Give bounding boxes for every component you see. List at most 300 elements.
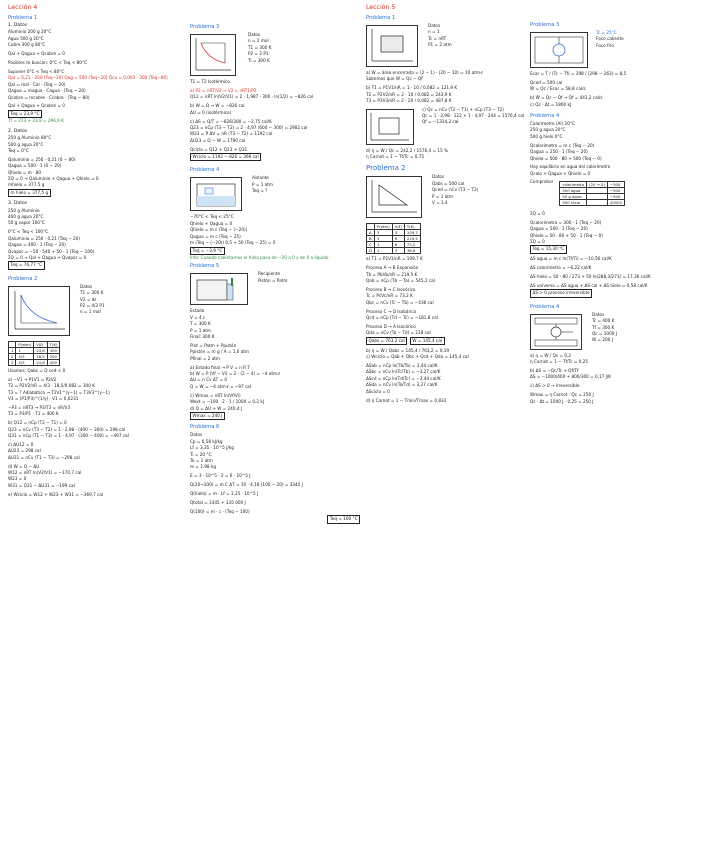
line: Qhielo + Qagua = 0 — [190, 220, 233, 226]
line: 250 g Aluminio — [8, 207, 40, 213]
line: Cobre 300 g 80°C — [8, 42, 46, 48]
container-graphic — [191, 178, 241, 210]
problem-4-title: Problema 4 — [530, 113, 560, 120]
result-box: Teq = 76,77 °C — [8, 261, 45, 269]
engine-figure — [530, 314, 582, 350]
line: Qcalorímetro = m c (Teq − 20) — [530, 142, 595, 148]
triangle-cycle-graphic — [367, 177, 421, 217]
problem-2-lines — [8, 368, 186, 498]
table-cell — [587, 200, 608, 206]
item-1-label: 1. Datos — [8, 23, 28, 28]
line: Tb = PbVb/nR = 219,5 K — [366, 271, 418, 277]
line: Q(100) = m · c · (Teq − 100) — [190, 508, 250, 514]
line: ΔU = 0 (isotérmico) — [190, 109, 232, 115]
table-cell: 219,5 — [404, 236, 420, 242]
problem-4-header — [190, 175, 360, 214]
table-cell: 3 — [392, 230, 404, 236]
line: Qagua = m c (Teq − 25) — [190, 233, 241, 239]
line: Sabemos que W = Qc − Qf — [366, 76, 423, 82]
line: P1 = 2 atm — [428, 42, 452, 48]
problem-5-labels — [258, 271, 287, 284]
problem-6-lines — [190, 473, 360, 523]
line: Qtotal = 3345 + 335 000 J — [190, 499, 246, 505]
line: Qagua = 250 · 1 (Teq − 20) — [530, 149, 588, 155]
line: n = 1 mol — [80, 309, 101, 315]
line: ΔU31 = nCv (T1 − T3) = −298 cal — [8, 454, 80, 460]
problem-1-title: Problema 1 — [8, 15, 38, 21]
problem-4b-title: Problema 4 — [530, 303, 560, 310]
problem-3-title: Problema 3 — [190, 24, 220, 30]
table-cell: 400 — [47, 359, 60, 365]
line: Qbc = nCv (Tc − Tb) = −436 cal — [366, 299, 434, 305]
table-cell: −300 — [607, 182, 624, 188]
problem-5-title: Problema 5 — [190, 263, 220, 270]
problem-2-title: Problema 2 — [366, 164, 406, 173]
table-cell: 24,6 — [34, 359, 47, 365]
problem-3-lines — [190, 79, 360, 161]
line: d) η = W / Qc = 242,2 / 1576,4 = 15 % — [366, 147, 448, 153]
cycle-graphic — [367, 110, 413, 144]
problem-1-header — [366, 23, 526, 70]
table-cell: 3 — [374, 236, 392, 242]
engine-graphic — [531, 315, 581, 349]
line: Proceso C → D Isobárico — [366, 308, 417, 314]
line: Ti = 300 K — [248, 57, 270, 63]
problem-1-datos — [428, 23, 452, 49]
line: Aluminio 200 g 20°C — [8, 29, 52, 35]
problem-4-lines — [190, 214, 360, 261]
result-box: Wmax = 240 J — [190, 412, 225, 420]
pv-cycle-figure — [366, 25, 418, 67]
line: η Carnot = 1 − Tf/Tc = 0,75 — [366, 153, 425, 159]
line: T3 = P3/P1 · T1 = 400 K — [8, 411, 59, 417]
states-table — [8, 341, 60, 366]
table-cell: A — [367, 230, 375, 236]
line: Qf = −1334,2 cal — [422, 119, 459, 125]
heat-pump-graphic — [531, 33, 587, 67]
pv-figure — [366, 176, 422, 218]
line: a) Estado final → P V = n R T — [190, 364, 250, 370]
line: Qhielo = 50 · 80 + 50 · 1 (Teq − 0) — [530, 232, 603, 238]
table-cell: 4/3 — [16, 353, 34, 359]
line: W23 = 0 — [8, 476, 27, 482]
table-cell: T(K) — [47, 341, 60, 347]
table-cell: 109,7 — [404, 230, 420, 236]
line: a) η = W / Qc = 0,2 — [530, 352, 571, 358]
item-3-label: 3. Datos — [8, 201, 28, 207]
line: c) Wmax = nRT ln(Vf/Vi) — [190, 392, 241, 398]
table-cell: 300 — [47, 347, 60, 353]
line: Suponer 0°C < Teq < 80°C — [8, 68, 65, 74]
problem-2-datos — [432, 174, 478, 206]
line: a) P2 = nRT/V2 → V2 = nRT1/P2 — [190, 87, 257, 93]
table-cell: C — [367, 242, 375, 248]
line: b) Q12 = nCp (T2 − T1) = 0 — [8, 420, 67, 426]
line: d) η Carnot = 1 − Tmin/Tmax = 0,833 — [366, 397, 447, 403]
line: b) W = Q → W = −826 cal — [190, 103, 245, 109]
line: Qcd = nCp (Td − Tc) = −181,8 cal — [366, 315, 438, 321]
line: Pistón = Patm — [258, 277, 288, 283]
line: −70°C < Teq < 25°C — [190, 214, 234, 220]
line: Qced = nCv (T3 − T2) — [432, 187, 479, 193]
line: ΔS hielo = 50 · 80 / 273 + 50 ln(288,3/273) = 17,36 cal/K — [530, 274, 651, 280]
line: Qaluminio = 250 · 0,21 (Teq − 20) — [8, 235, 80, 241]
line: d) W = Q − ΔU — [8, 463, 40, 469]
line: Recipiente — [258, 271, 281, 277]
comprobar-block — [530, 179, 698, 208]
line: Qal + Qagua + Qcobre = 0 — [8, 103, 65, 109]
table-cell: 1 — [9, 347, 16, 353]
line: P = 1 atm — [190, 327, 211, 333]
problem-3-lines — [530, 71, 698, 108]
line: m (Teq − (−20)) 0,5 + 50 (Teq − 25) = 0 — [190, 240, 276, 246]
problem-2-lines — [8, 135, 186, 197]
problem-3-header — [530, 30, 698, 71]
line: Qcobre = mcobre · Ccobre · (Teq − 80) — [8, 94, 90, 100]
result-box: Teq = −3,9 °C — [190, 247, 225, 255]
line: V2 = 4ℓ — [80, 296, 97, 302]
green-line: Tf = 273 + 23,9 = 296,9 K — [8, 118, 64, 124]
line: V3 = (P1/P3)^(1/γ) · V1 = 0,0231 — [8, 395, 79, 401]
datos-title: Datos — [248, 32, 261, 37]
table-cell: 2 — [9, 353, 16, 359]
line: ΔU23 = 298 cal — [8, 448, 41, 454]
result-box: W = 145,4 cal — [410, 337, 445, 345]
line: Agua 500 g 20°C — [8, 35, 44, 41]
table-cell: 1 — [16, 347, 34, 353]
result-box: Teq = 15,30 °C — [530, 245, 567, 253]
green-note: Info: Cuando calentamos el hielo pasa de −20 a 0 y de 0 a líquido — [190, 254, 329, 260]
line: Qagua = 500 · 1 (Teq − 20) — [530, 226, 588, 232]
line: c) Qc · Δt = 1800 kJ — [530, 101, 572, 107]
problem-4-lines — [530, 211, 698, 298]
line: W23 = P ΔV = nR (T3 − T2) = 1192 cal — [190, 131, 273, 137]
line: P = 1 atm — [432, 193, 453, 199]
table-cell: T(K) — [404, 224, 420, 230]
line: Foco frío — [596, 42, 614, 48]
table-cell: 300 — [47, 353, 60, 359]
line: −P3 = nRT3 → P3/T3 = nR/V3 — [8, 404, 71, 410]
table-cell: D — [367, 248, 375, 254]
line: a) T1 = P1V1/nR = 109,7 K — [366, 256, 423, 262]
table-cell: (20 → 0) — [587, 182, 608, 188]
line: Posibles te buscan: 0°C < Teq < 80°C — [8, 60, 87, 66]
result-box: Teq = 23,9 °C — [8, 110, 42, 118]
line: Qhielo = m · 80 — [8, 169, 41, 175]
line: c) Qc = nCv (T2 − T1) + nCp (T3 − T2) — [422, 106, 504, 112]
line: Q = W = −4 atm·ℓ = −97 cal — [190, 383, 252, 389]
line: P2 = 4/3 P1 — [80, 303, 105, 309]
line: Foco caliente — [596, 36, 624, 42]
line: Cp = 6,58 kJ/kg — [190, 438, 223, 444]
line: 500 g hielo 0°C — [530, 133, 563, 139]
datos-title: Datos — [432, 174, 445, 180]
problem-2-header — [366, 174, 526, 221]
problem-3-lines — [8, 208, 186, 270]
datos-title: Datos — [190, 432, 203, 438]
column-3 — [366, 4, 526, 842]
problem-3-title: Problema 3 — [530, 22, 560, 28]
line: ΣQ = 0 → Qal + Qagua + Qvapor = 0 — [8, 255, 87, 260]
line: V = 4 ℓ — [190, 314, 205, 320]
line: Qagua = magua · Cagua · (Teq − 20) — [8, 88, 86, 94]
item-2-label: 2. Datos — [8, 128, 28, 134]
line: W31 = Q31 − ΔU31 = −199 cal — [8, 482, 75, 488]
table-cell: 40000 — [607, 200, 624, 206]
line: Estado — [190, 308, 205, 314]
line: c) Wciclo = Qab + Qbc + Qcd + Qda = 145,4 cal — [366, 354, 469, 360]
line: Ẇ = Qc / Ecar = 58,8 cal/s — [530, 86, 586, 92]
line: V = 1,4 — [432, 199, 448, 205]
result-box: Qabs = 763,2 cal — [366, 337, 407, 345]
table-row — [560, 200, 625, 206]
line: Qcalo + Qagua + Qhielo = 0 — [530, 170, 591, 176]
line: 50 g vapor 100°C — [8, 220, 45, 226]
line: ΔU = n Cv ΔT = 0 — [190, 377, 228, 383]
line: a) −V1 → P1V1 = P2V2 — [8, 376, 57, 382]
line: a) W = área encerrada = (2 − 1) · (20 − 10) = 10 atm·ℓ — [366, 70, 483, 75]
table-cell: 36,6 — [404, 248, 420, 254]
cycle-figure-2 — [366, 109, 414, 145]
problem-2-title: Problema 2 — [8, 275, 38, 282]
line: d) Q = ΔU + W = 240,4 J — [190, 405, 243, 411]
line: b) T1 = P1V1/nR = 1 · 10 / 0,082 = 121,9 K — [366, 85, 458, 91]
line: 400 g agua 20°C — [8, 214, 44, 220]
datos-title: Datos — [592, 311, 605, 317]
table-cell: 18,5 — [34, 353, 47, 359]
states-table — [366, 223, 421, 254]
line: Ecar = T / (Tc − Tf) = 298 / (298 − 263) = 8,5 — [530, 71, 627, 76]
line: Qaluminio = 250 · 0,21 (0 − 80) — [8, 156, 76, 162]
line: n = 2 mol — [248, 38, 269, 44]
line: Qc · Δt = 1000 J · 0,25 = 250 J — [530, 398, 594, 404]
table-cell: 24,6 — [34, 347, 47, 353]
line: ΔSda = nCv ln(Ta/Td) = 3,27 cal/K — [366, 382, 438, 388]
table-cell: P(atm) — [374, 224, 392, 230]
line: Qabs = 500 cal — [432, 180, 465, 186]
line: c) ΔU12 = 0 — [8, 441, 34, 447]
datos-title: Datos — [80, 283, 93, 289]
line: Qal + Qagua + Qcobre = 0 — [8, 51, 65, 57]
line: Te = 1 atm — [190, 457, 213, 463]
line: mhielo = 377,5 g — [8, 182, 45, 188]
line: Qcalorímetro = 300 · 1 (Teq − 20) — [530, 219, 602, 225]
problem-6-datos — [190, 432, 360, 470]
result-box: m hielo = 377,5 g — [8, 189, 51, 197]
problem-4-datos — [530, 121, 698, 177]
line: Qagua = 400 · 1 (Teq − 20) — [8, 242, 66, 248]
line: ΔU23 = Q − W = 1790 cal — [190, 137, 246, 143]
line: Qciclo = Q12 + Q23 + Q31 — [190, 146, 248, 152]
line: W12 = nRT ln(V2/V1) = −170,7 cal — [8, 470, 82, 475]
line: Qc = 1 · 2,98 · 122 + 1 · 4,97 · 244 = 1576,4 cal — [422, 112, 525, 118]
line: Tc = nRT — [428, 35, 447, 41]
lesson-5-heading: Lección 5 — [366, 4, 396, 11]
line: Q(20→100) = m C ΔT = 10 · 4,18 (100 − 20) = 3345 J — [190, 482, 303, 488]
line: Proceso D → A Isocórico — [366, 324, 416, 329]
line: ΔS agua = m c ln(Tf/Ti) = −10,56 cal/K — [530, 256, 612, 262]
problem-3-labels — [596, 30, 624, 49]
table-cell: 3 — [9, 359, 16, 365]
table-cell: V(ℓ) — [34, 341, 47, 347]
line: Aislante — [252, 175, 269, 181]
line: E = 3 · 10^5 · 2 = 6 · 10^5 J — [190, 473, 251, 479]
line: T1 = 300 K — [248, 44, 272, 50]
problem-1-figure-row — [366, 107, 526, 148]
line: Qc = 1000 J — [592, 330, 617, 336]
datos-title: Datos — [428, 23, 441, 28]
line: c) ΔS > 0 → Irreversible — [530, 383, 580, 389]
result-box: Teq = 100 °C — [327, 515, 360, 523]
table-cell: 3 — [392, 248, 404, 254]
line: Qab = nCp (Tb − Ta) = 545,2 cal — [366, 278, 435, 284]
line: ΔSab = nCp ln(Tb/Ta) = 3,44 cal/K — [366, 363, 438, 369]
line: Proceso B → C Isocórico — [366, 286, 416, 292]
line: ΔS = −1000/400 + 800/300 = 0,17 J/K — [530, 374, 612, 380]
line: c) ΔS = Q/T = −826/300 = −2,75 cal/K — [190, 118, 272, 124]
line: T1 = 300 K — [80, 290, 104, 296]
problem-4b-lines — [530, 353, 698, 405]
line: Teq = ? — [252, 188, 268, 194]
table-cell: 3 — [374, 230, 392, 236]
line: Lf = 3,35 · 10^5 J/kg — [190, 445, 234, 451]
piston-graphic — [191, 274, 247, 304]
line: Wext = −100 · 2 · 1 / 1000 = 0,2 kJ — [190, 399, 265, 405]
line: m = 1,98 kg — [190, 464, 216, 470]
line: b) W = P (Vf − Vi) = 2 · (2 − 4) = −4 atm·ℓ — [190, 370, 281, 376]
red-note: Qal = 0,21 · 200 (Teq−20) Qag = 500 (Teq−20) Qcu = 0,093 · 300 (Teq−80) — [8, 75, 168, 81]
table-cell: B — [367, 236, 375, 242]
column-1 — [8, 4, 186, 842]
heat-pump-figure — [530, 32, 588, 68]
table-cell: 1 — [374, 242, 392, 248]
table-cell: 73,2 — [404, 242, 420, 248]
problem-1-lines — [8, 29, 186, 124]
comprobar-label: Comprobar — [530, 179, 554, 185]
line: 250 g agua 20°C — [530, 127, 566, 133]
problem-2-lines — [366, 256, 526, 404]
line: Proceso A → B Expansión — [366, 265, 419, 271]
line: b) Ẇ = Q̇c − Q̇f → Q̇f = 441,2 cal/s — [530, 95, 603, 101]
line: Ppistón = m g / A = 1,0 atm — [190, 349, 250, 355]
line: Qced = 500 cal — [530, 79, 563, 85]
table-cell: 500 agua — [560, 188, 587, 194]
line: b) η = W / Qabs = 145,4 / 763,2 = 0,19 — [366, 347, 450, 353]
line: n = 1 — [428, 29, 440, 35]
line: Tc = 25°C — [596, 30, 617, 35]
table-cell: −500 — [607, 194, 624, 200]
line: Ti = 20 °C — [190, 451, 212, 457]
problem-2-datos — [80, 284, 105, 316]
result-box: ΔS > 0 proceso irreversible — [530, 289, 592, 297]
lesson-4-heading: Lección 4 — [8, 4, 38, 11]
problem-1-tail — [366, 148, 526, 161]
line: ΔSbc = nCv ln(Tc/Tb) = −3,27 cal/K — [366, 369, 441, 375]
line: Q23 = nCp (T3 − T2) = 2 · 4,97 (600 − 300) = 2982 cal — [190, 124, 308, 130]
comprobar-table — [559, 181, 625, 206]
problem-1-title: Problema 1 — [366, 15, 396, 21]
line: Hay equilibrio en agua del calorímetro — [530, 164, 611, 170]
line: Qhielo = m c (Teq − (−20)) — [190, 227, 248, 233]
line: ΣQ = 0 — [530, 210, 545, 216]
problem-1-cd — [422, 107, 524, 126]
line: P2 = 2 P1 — [248, 51, 269, 57]
table-cell: P(atm) — [16, 341, 34, 347]
line: Teq = 0°C — [8, 147, 29, 153]
line: Qagua = 500 · 1 (0 − 20) — [8, 163, 62, 169]
line: Qvapor = −50 · 540 + 50 · 1 (Teq − 100) — [8, 248, 95, 254]
line: Tc = PcVc/nR = 73,2 K — [366, 293, 413, 299]
problem-5-lines — [190, 343, 360, 420]
line: Usamos: Qabs = Q ced < 0 — [8, 367, 66, 373]
table-cell: 6 — [392, 242, 404, 248]
table-row — [560, 182, 625, 188]
column-4 — [530, 4, 698, 842]
line: Wmax = η Carnot · Qc = 250 J — [530, 392, 594, 398]
line: b) ΔS = −Qc/Tc + Qf/Tf — [530, 368, 579, 374]
problem-2-header — [8, 284, 186, 339]
line: ΔS calorímetro = −6,22 cal/K — [530, 265, 592, 271]
line: Qda = nCv (Ta − Td) = 218 cal — [366, 330, 431, 336]
line: ΔS universo = ΔS agua + ΔS cal + ΔS hielo = 0,58 cal/K — [530, 282, 648, 288]
line: W = 200 J — [592, 337, 613, 343]
table-cell: −500 — [607, 188, 624, 194]
table-row — [367, 248, 421, 254]
line: Tf = 300 K — [592, 324, 615, 330]
line: Q23 = nCv (T3 − T2) = 1 · 2,98 · (400 − 300) = 298 cal — [8, 426, 126, 432]
problem-3-datos — [248, 32, 271, 64]
pv-cycle-graphic — [191, 35, 235, 75]
line: ΣQ = 0 — [530, 238, 545, 244]
line: Calorímetro (Al) 20°C — [530, 121, 575, 127]
line: T2 = P2V2/nR = 2 · 10 / 0,082 = 243,9 K — [366, 91, 452, 97]
table-row — [9, 359, 60, 365]
table-cell: V(ℓ) — [392, 224, 404, 230]
table-cell: 6 — [392, 236, 404, 242]
rect-cycle-graphic — [367, 26, 417, 66]
line: 250 g Aluminio 80°C — [8, 135, 52, 141]
table-cell: 50 g agua — [560, 194, 587, 200]
table-cell: calorímetro — [560, 182, 587, 188]
piston-figure — [190, 273, 248, 305]
line: Final: 300 K — [190, 333, 215, 339]
line: Pfinal = 2 atm — [190, 355, 220, 361]
table-cell: 500 hielo — [560, 200, 587, 206]
problem-4b-header — [530, 312, 698, 353]
line: 0°C < Teq < 100°C — [8, 229, 49, 235]
problem-4b-datos — [592, 312, 617, 344]
container-figure — [190, 177, 242, 211]
line: T1 = T2 Isotérmico — [190, 79, 230, 84]
line: T3 = ? Adiabático → T1V1^(γ−1) = T3V3^(γ−1) — [8, 389, 110, 395]
line: ΣQ = 0 → Qaluminio + Qagua + Qhielo = 0 — [8, 176, 99, 182]
problem-5-header — [190, 271, 360, 308]
problem-5-datos — [190, 308, 360, 340]
line: Q12 = nRT ln(V2/V1) = 2 · 1,987 · 300 · ln(1/2) = −826 cal — [190, 94, 314, 100]
problem-1-lines — [366, 70, 526, 105]
line: P = 1 atm — [252, 181, 273, 187]
line: Tc = 400 K — [592, 318, 615, 324]
pv-diagram-figure — [190, 34, 236, 76]
problem-4-labels — [252, 175, 273, 194]
pv-curve-graphic — [9, 287, 69, 335]
line: ΔScd = nCp ln(Td/Tc) = −3,44 cal/K — [366, 375, 441, 381]
table-cell: 4/3 — [16, 359, 34, 365]
problem-3-header — [190, 32, 360, 79]
line: Qal = mal · Cal · (Teq − 20) — [8, 81, 66, 87]
problem-4-title: Problema 4 — [190, 167, 220, 174]
line: η Carnot = 1 − Tf/Tc = 0,25 — [530, 359, 589, 365]
